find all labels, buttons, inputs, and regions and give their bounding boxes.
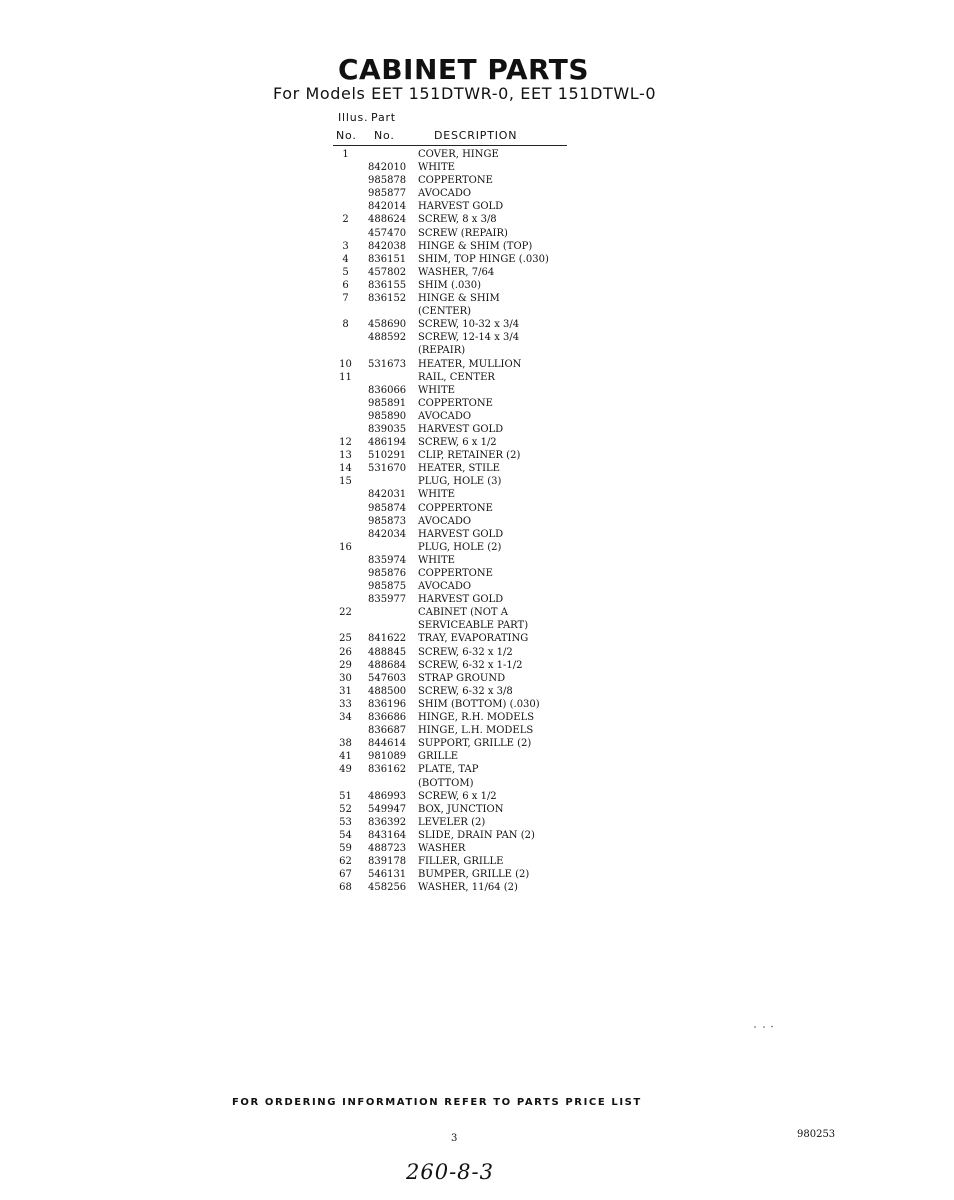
part-description: RAIL, CENTER (418, 371, 495, 383)
part-description: WASHER, 7/64 (418, 266, 495, 278)
illus-number (330, 410, 361, 423)
illus-number (330, 502, 361, 515)
part-number: 841622 (368, 633, 407, 645)
part-number: 842031 (368, 489, 407, 501)
illus-number (330, 488, 361, 501)
part-number: 457470 (368, 227, 407, 239)
part-description: WHITE (418, 554, 455, 566)
part-row (330, 397, 549, 410)
part-row (330, 528, 549, 541)
part-number (361, 148, 418, 161)
part-description: HINGE, R.H. MODELS (418, 712, 535, 724)
part-row (330, 148, 549, 161)
part-number: 985875 (368, 581, 407, 593)
part-row (330, 750, 549, 763)
illus-column-header-bottom: No. (336, 129, 357, 142)
part-description: HARVEST GOLD (418, 528, 504, 540)
part-number: 836151 (368, 253, 407, 265)
part-description: AVOCADO (418, 188, 472, 200)
illus-number: 53 (339, 816, 352, 828)
illus-number: 49 (339, 764, 352, 776)
illus-number: 15 (339, 476, 352, 488)
part-description: SCREW, 6 x 1/2 (418, 437, 497, 449)
document-number: 980253 (797, 1129, 836, 1140)
part-number: 458256 (368, 882, 407, 894)
part-row (330, 711, 549, 724)
part-row (330, 554, 549, 567)
illus-number: 4 (342, 253, 349, 265)
part-row (330, 358, 549, 371)
part-number (361, 475, 418, 488)
part-number: 985877 (368, 188, 407, 200)
part-description: HEATER, MULLION (418, 358, 522, 370)
part-row (330, 371, 549, 384)
illus-number: 41 (339, 751, 352, 763)
part-number: 842014 (368, 201, 407, 213)
part-description: HINGE, L.H. MODELS (418, 725, 534, 737)
illus-number (330, 161, 361, 174)
part-number: 510291 (368, 450, 407, 462)
part-column-header-top: Part (371, 111, 396, 124)
part-row (330, 410, 549, 423)
part-row (330, 803, 549, 816)
illus-number (330, 331, 361, 344)
illus-number (330, 619, 361, 632)
part-description: WASHER, 11/64 (2) (418, 882, 518, 894)
part-row (330, 331, 549, 344)
part-row (330, 344, 549, 357)
part-description: CLIP, RETAINER (2) (418, 450, 521, 462)
part-description: SCREW, 6-32 x 1-1/2 (418, 659, 523, 671)
illus-number: 7 (342, 293, 349, 305)
part-description: (CENTER) (418, 306, 472, 318)
part-row (330, 279, 549, 292)
part-row (330, 200, 549, 213)
part-row (330, 174, 549, 187)
illus-number (330, 515, 361, 528)
page-title: CABINET PARTS (338, 53, 590, 86)
part-row (330, 842, 549, 855)
illus-number (330, 384, 361, 397)
part-number: 836196 (368, 698, 407, 710)
part-number: 844614 (368, 738, 407, 750)
part-number: 836162 (368, 764, 407, 776)
part-description: TRAY, EVAPORATING (418, 633, 529, 645)
part-number: 546131 (368, 869, 407, 881)
illus-number (330, 174, 361, 187)
part-number: 835974 (368, 554, 407, 566)
illus-number (330, 187, 361, 200)
part-row (330, 646, 549, 659)
part-description: AVOCADO (418, 515, 472, 527)
part-description: WHITE (418, 384, 455, 396)
part-row (330, 659, 549, 672)
illus-number: 22 (339, 607, 352, 619)
part-description: SCREW, 6 x 1/2 (418, 790, 497, 802)
part-row (330, 240, 549, 253)
part-row (330, 449, 549, 462)
illus-number: 6 (342, 279, 349, 291)
part-row (330, 763, 549, 776)
part-description: SLIDE, DRAIN PAN (2) (418, 829, 535, 841)
part-row (330, 698, 549, 711)
illus-number: 8 (342, 319, 349, 331)
part-description: SHIM, TOP HINGE (.030) (418, 253, 549, 265)
part-row (330, 462, 549, 475)
part-description: SHIM (BOTTOM) (.030) (418, 698, 540, 710)
parts-list (330, 148, 549, 894)
part-number (361, 541, 418, 554)
part-number: 547603 (368, 672, 407, 684)
illus-number: 3 (342, 240, 349, 252)
part-description: COPPERTONE (418, 175, 493, 187)
part-description: CABINET (NOT A (418, 607, 508, 619)
illus-number (330, 593, 361, 606)
part-description: COPPERTONE (418, 502, 493, 514)
illus-number: 16 (339, 541, 352, 553)
part-row (330, 227, 549, 240)
part-description: STRAP GROUND (418, 672, 506, 684)
part-number: 486194 (368, 437, 407, 449)
illus-column-header-top: Illus. (338, 111, 369, 124)
part-description: FILLER, GRILLE (418, 856, 504, 868)
part-number: 549947 (368, 803, 407, 815)
part-number: 985891 (368, 397, 407, 409)
part-row (330, 187, 549, 200)
part-row (330, 829, 549, 842)
part-row (330, 593, 549, 606)
part-description: BUMPER, GRILLE (2) (418, 869, 530, 881)
part-row (330, 515, 549, 528)
part-number: 488592 (368, 332, 407, 344)
part-number: 985873 (368, 515, 407, 527)
part-description: GRILLE (418, 751, 459, 763)
part-row (330, 423, 549, 436)
part-description: SCREW, 8 x 3/8 (418, 214, 497, 226)
part-row (330, 266, 549, 279)
part-number: 985878 (368, 175, 407, 187)
illus-number: 31 (339, 685, 352, 697)
part-number: 836155 (368, 279, 407, 291)
part-description: COVER, HINGE (418, 149, 499, 160)
illus-number (330, 227, 361, 240)
illus-number (330, 567, 361, 580)
part-row (330, 475, 549, 488)
part-row (330, 213, 549, 226)
part-description: (BOTTOM) (418, 777, 474, 789)
illus-number: 33 (339, 698, 352, 710)
part-description: SCREW, 10-32 x 3/4 (418, 319, 520, 331)
part-description: SCREW, 6-32 x 3/8 (418, 685, 513, 697)
part-row (330, 305, 549, 318)
illus-number: 59 (339, 842, 352, 854)
part-row (330, 868, 549, 881)
part-row (330, 580, 549, 593)
part-description: LEVELER (2) (418, 816, 486, 828)
part-description: SHIM (.030) (418, 279, 482, 291)
illus-number: 1 (342, 149, 349, 160)
part-description: HARVEST GOLD (418, 423, 504, 435)
part-number: 842038 (368, 240, 407, 252)
part-row (330, 488, 549, 501)
illus-number: 2 (342, 214, 349, 226)
illus-number: 30 (339, 672, 352, 684)
part-description: WASHER (418, 842, 466, 854)
part-number: 488624 (368, 214, 407, 226)
part-row (330, 672, 549, 685)
part-number: 839178 (368, 856, 407, 868)
part-number: 843164 (368, 829, 407, 841)
part-description: AVOCADO (418, 581, 472, 593)
part-description: WHITE (418, 489, 455, 501)
part-row (330, 292, 549, 305)
part-row (330, 606, 549, 619)
part-row (330, 567, 549, 580)
part-number: 985874 (368, 502, 407, 514)
part-row (330, 436, 549, 449)
part-number: 488500 (368, 685, 407, 697)
part-description: COPPERTONE (418, 568, 493, 579)
illus-number: 34 (339, 712, 352, 724)
illus-number: 51 (339, 790, 352, 802)
illus-number (330, 724, 361, 737)
illus-number: 29 (339, 659, 352, 671)
illus-number (330, 397, 361, 410)
part-description: SCREW (REPAIR) (418, 227, 508, 239)
illus-number (330, 580, 361, 593)
part-row (330, 632, 549, 645)
part-row (330, 790, 549, 803)
illus-number (330, 344, 361, 357)
part-row (330, 161, 549, 174)
part-description: WHITE (418, 162, 455, 174)
part-number: 488845 (368, 646, 407, 658)
part-number: 488684 (368, 659, 407, 671)
part-row (330, 724, 549, 737)
part-number (361, 305, 418, 318)
illus-number: 68 (339, 882, 352, 894)
part-number: 457802 (368, 266, 407, 278)
illus-number: 12 (339, 437, 352, 449)
illus-number: 52 (339, 803, 352, 815)
part-number: 486993 (368, 790, 407, 802)
part-description: HEATER, STILE (418, 463, 500, 475)
part-row (330, 253, 549, 266)
illus-number: 38 (339, 738, 352, 750)
scan-specks (752, 1016, 776, 1020)
part-description: COPPERTONE (418, 397, 493, 409)
part-number (361, 619, 418, 632)
part-row (330, 777, 549, 790)
illus-number: 26 (339, 646, 352, 658)
illus-number (330, 305, 361, 318)
part-row (330, 541, 549, 554)
part-description: AVOCADO (418, 410, 472, 422)
ordering-footer: FOR ORDERING INFORMATION REFER TO PARTS PRICE LIST (232, 1097, 642, 1108)
part-description: SCREW, 6-32 x 1/2 (418, 646, 513, 658)
illus-number (330, 554, 361, 567)
part-row (330, 737, 549, 750)
part-number (361, 344, 418, 357)
illus-number (330, 777, 361, 790)
illus-number (330, 528, 361, 541)
part-number: 842010 (368, 162, 407, 174)
part-number (361, 606, 418, 619)
part-row (330, 685, 549, 698)
part-row (330, 855, 549, 868)
part-number (361, 777, 418, 790)
part-column-header-bottom: No. (374, 129, 395, 142)
part-description: HARVEST GOLD (418, 201, 504, 213)
part-number: 836152 (368, 293, 407, 305)
handwritten-note: 260-8-3 (406, 1160, 494, 1184)
part-number: 985876 (368, 568, 407, 579)
part-row (330, 881, 549, 894)
part-row (330, 816, 549, 829)
part-description: PLUG, HOLE (2) (418, 541, 502, 553)
illus-number: 25 (339, 633, 352, 645)
illus-number: 62 (339, 856, 352, 868)
models-subtitle: For Models EET 151DTWR-0, EET 151DTWL-0 (273, 84, 657, 103)
illus-number (330, 423, 361, 436)
description-column-header: DESCRIPTION (434, 129, 518, 142)
part-description: HARVEST GOLD (418, 594, 504, 606)
part-description: SERVICEABLE PART) (418, 620, 529, 632)
illus-number: 54 (339, 829, 352, 841)
part-row (330, 384, 549, 397)
illus-number: 14 (339, 463, 352, 475)
part-number: 836392 (368, 816, 407, 828)
part-number: 458690 (368, 319, 407, 331)
part-description: SUPPORT, GRILLE (2) (418, 738, 532, 750)
part-number: 835977 (368, 594, 407, 606)
illus-number: 67 (339, 869, 352, 881)
part-number: 842034 (368, 528, 407, 540)
illus-number: 10 (339, 358, 352, 370)
part-row (330, 502, 549, 515)
part-number: 531673 (368, 358, 407, 370)
part-number: 985890 (368, 410, 407, 422)
part-description: (REPAIR) (418, 345, 466, 357)
part-number: 836066 (368, 384, 407, 396)
illus-number (330, 200, 361, 213)
part-number (361, 371, 418, 384)
part-number: 839035 (368, 423, 407, 435)
part-row (330, 318, 549, 331)
header-rule (333, 145, 567, 146)
illus-number: 5 (342, 266, 349, 278)
part-row (330, 619, 549, 632)
part-description: PLUG, HOLE (3) (418, 476, 502, 488)
part-description: BOX, JUNCTION (418, 803, 504, 815)
part-description: HINGE & SHIM (418, 293, 500, 305)
illus-number: 11 (339, 371, 352, 383)
part-number: 836687 (368, 725, 407, 737)
part-description: PLATE, TAP (418, 764, 479, 776)
illus-number: 13 (339, 450, 352, 462)
part-number: 531670 (368, 463, 407, 475)
part-description: SCREW, 12-14 x 3/4 (418, 332, 520, 344)
part-number: 836686 (368, 712, 407, 724)
part-number: 981089 (368, 751, 407, 763)
part-description: HINGE & SHIM (TOP) (418, 240, 533, 252)
page-number: 3 (451, 1133, 458, 1144)
part-number: 488723 (368, 842, 407, 854)
